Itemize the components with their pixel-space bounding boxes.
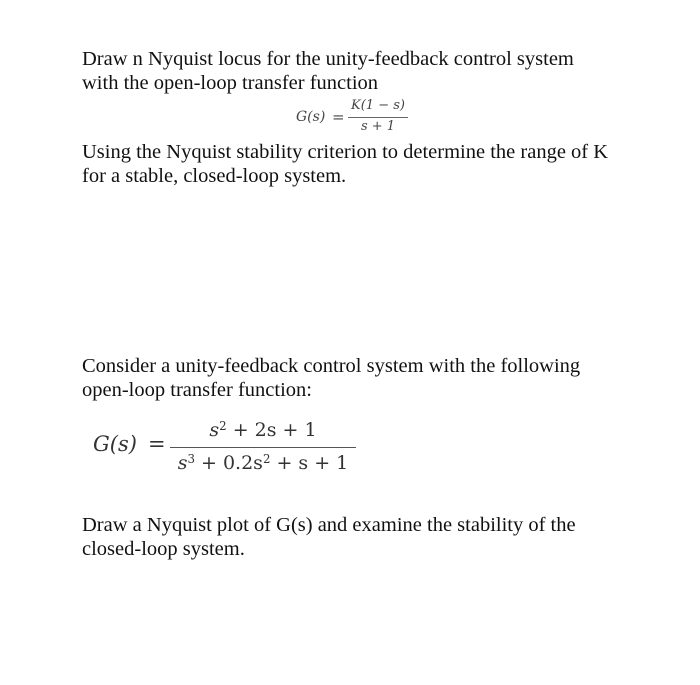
equation2-num-var: s <box>209 419 220 441</box>
equation2-lhs: G(s) <box>93 432 137 456</box>
equation2-den-var: s <box>177 452 188 474</box>
equation2-den-mid-exp: 2 <box>262 451 271 466</box>
equation2-num-rest: + 2s + 1 <box>226 419 317 441</box>
equation1-numerator: K(1 − s) <box>351 98 405 113</box>
equation2-numerator <box>170 419 356 441</box>
equation2-den-mid: + 0.2s <box>194 452 263 474</box>
problem2-question <box>82 513 576 561</box>
problem2-intro-line2: open-loop transfer function: <box>82 379 312 401</box>
problem2-question-line2: closed-loop system. <box>82 538 245 560</box>
equation2-denominator <box>170 452 356 474</box>
problem1-question-line2: for a stable, closed-loop system. <box>82 165 347 187</box>
equation2-den-rest: + s + 1 <box>270 452 349 474</box>
equation1-equals: = <box>332 108 345 126</box>
equation1-denominator: s + 1 <box>360 119 396 134</box>
problem2-question-line1: Draw a Nyquist plot of G(s) and examine the stability of the <box>82 514 576 536</box>
equation2-num-exp: 2 <box>219 418 227 433</box>
problem1-intro-line2: with the open-loop transfer function <box>82 72 379 94</box>
problem1-intro-line1: Draw n Nyquist locus for the unity-feedback control system <box>82 48 574 70</box>
problem2-intro-line1: Consider a unity-feedback control system with the following <box>82 355 581 377</box>
problem1-question-line1: Using the Nyquist stability criterion to determine the range of K <box>82 141 609 163</box>
equation2-fraction-bar <box>170 447 356 448</box>
equation2-equals: = <box>148 432 166 456</box>
equation1-lhs: G(s) <box>296 109 326 125</box>
equation2-den-exp: 3 <box>187 451 195 466</box>
